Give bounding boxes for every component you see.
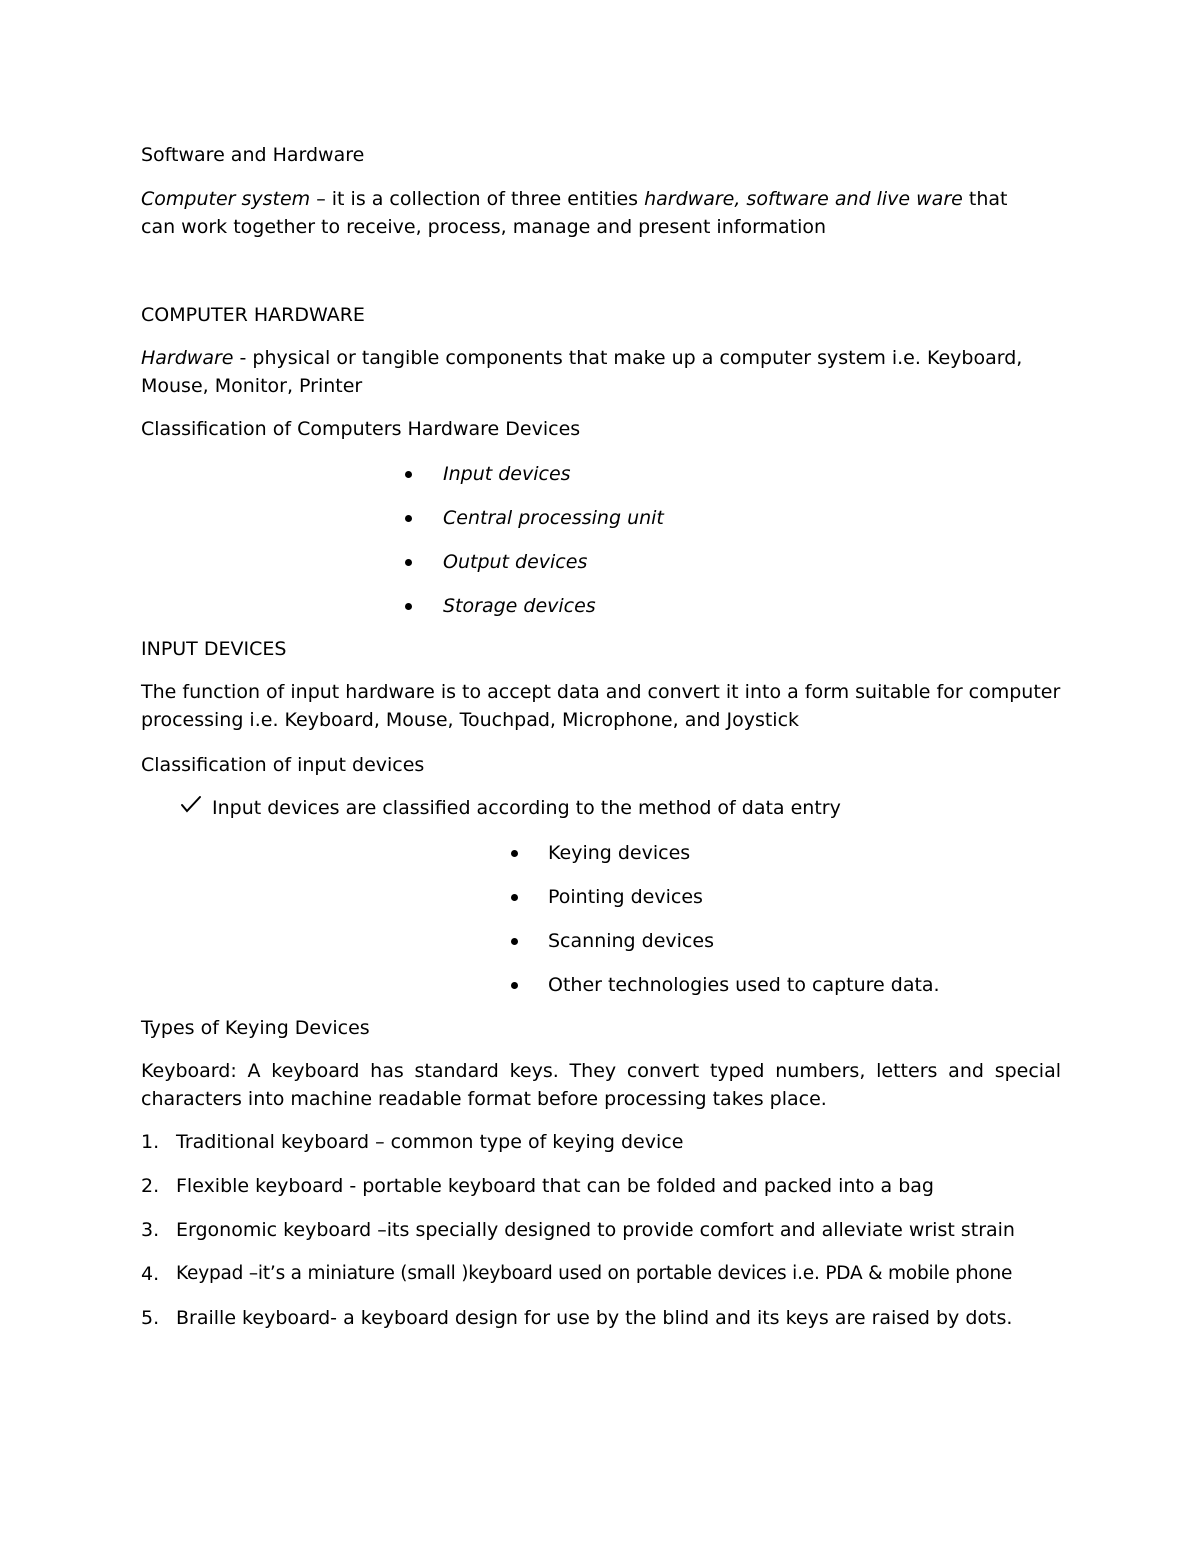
intro-line-2: can work together to receive, process, manage and present information	[141, 216, 827, 238]
hardware-classification-heading: Classification of Computers Hardware Devices	[141, 418, 581, 440]
check-item-text: Input devices are classified according to the method of data entry	[212, 797, 841, 819]
numbered-item	[0, 1216, 1200, 1244]
check-item	[0, 794, 1200, 822]
list-item-text: Keying devices	[548, 842, 691, 864]
bullet-icon	[511, 938, 518, 945]
hardware-definition-line-1	[141, 344, 1061, 372]
intro-entities: hardware, software and live ware	[644, 188, 963, 210]
hardware-def-text: - physical or tangible components that make up a computer system i.e. Keyboard,	[233, 347, 1023, 369]
input-para-line-2: processing i.e. Keyboard, Mouse, Touchpad, Microphone, and Joystick	[141, 709, 800, 731]
item-text: Flexible keyboard - portable keyboard that can be folded and packed into a bag	[176, 1175, 934, 1197]
list-item-text: Other technologies used to capture data.	[548, 974, 940, 996]
item-text: Ergonomic keyboard –its specially designed to provide comfort and alleviate wrist strain	[176, 1219, 1015, 1241]
input-classification-heading: Classification of input devices	[141, 754, 425, 776]
intro-text-1: – it is a collection of three entities	[310, 188, 645, 210]
numbered-item	[0, 1304, 1200, 1332]
list-item-text: Scanning devices	[548, 930, 714, 952]
keying-heading: Types of Keying Devices	[141, 1017, 370, 1039]
list-item-text: Central processing unit	[443, 507, 664, 529]
keying-para-line-1: Keyboard: A keyboard has standard keys. They convert typed numbers, letters and special	[141, 1060, 1061, 1082]
bullet-icon	[405, 559, 412, 566]
checkmark-icon	[180, 794, 202, 814]
intro-text-2: that	[962, 188, 1008, 210]
input-para-line-1: The function of input hardware is to accept data and convert it into a form suitable for computer	[141, 681, 1061, 703]
bullet-icon	[511, 982, 518, 989]
list-item-text: Input devices	[443, 463, 571, 485]
item-number: 4.	[141, 1263, 160, 1285]
intro-term: Computer system	[141, 188, 311, 210]
list-item-text: Pointing devices	[548, 886, 703, 908]
page-title: Software and Hardware	[141, 144, 365, 166]
item-number: 1.	[141, 1131, 160, 1153]
numbered-item	[0, 1172, 1200, 1200]
bullet-icon	[511, 894, 518, 901]
numbered-item	[0, 1260, 1200, 1288]
item-text: Braille keyboard- a keyboard design for use by the blind and its keys are raised by dots.	[176, 1307, 1013, 1329]
numbered-item	[0, 1128, 1200, 1156]
list-item-text: Storage devices	[443, 595, 596, 617]
hardware-term: Hardware	[141, 347, 234, 369]
item-text: Traditional keyboard – common type of keying device	[176, 1131, 684, 1153]
bullet-icon	[405, 515, 412, 522]
list-item-text: Output devices	[443, 551, 588, 573]
intro-line-1	[141, 185, 1061, 213]
hardware-heading: COMPUTER HARDWARE	[141, 304, 365, 326]
item-number: 2.	[141, 1175, 160, 1197]
hardware-definition-line-2: Mouse, Monitor, Printer	[141, 375, 363, 397]
item-text: Keypad –it’s a miniature (small )keyboard used on portable devices i.e. PDA & mobile phone	[176, 1263, 1013, 1284]
bullet-icon	[511, 850, 518, 857]
keying-para-line-2: characters into machine readable format before processing takes place.	[141, 1088, 827, 1110]
input-devices-heading: INPUT DEVICES	[141, 638, 287, 660]
item-number: 5.	[141, 1307, 160, 1329]
item-number: 3.	[141, 1219, 160, 1241]
bullet-icon	[405, 603, 412, 610]
bullet-icon	[405, 471, 412, 478]
